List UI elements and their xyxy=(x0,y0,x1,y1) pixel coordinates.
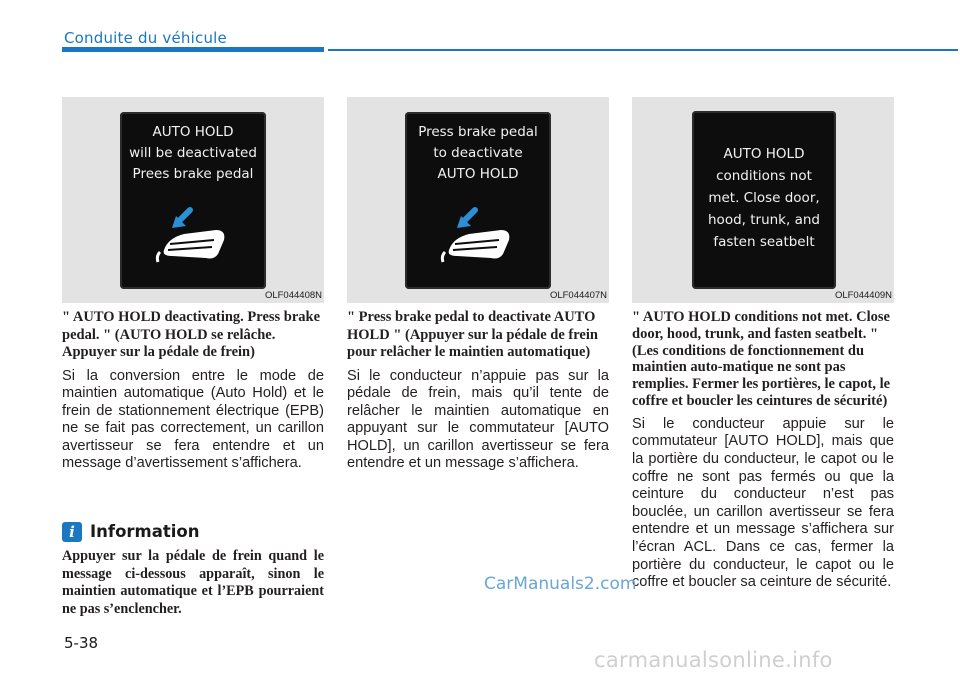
display-message: Press brake pedal to deactivate AUTO HOLD xyxy=(418,124,538,182)
info-icon: i xyxy=(62,522,82,542)
section-title: Conduite du véhicule xyxy=(64,29,227,47)
column-heading: " AUTO HOLD conditions not met. Close door, hood, trunk, and fasten seatbelt. " (Les conditions de fonctionnement du maintien auto-matique ne sont pas remplies. Fermer les portières, le capot, le coffre et boucler les ceintures de sécurité) xyxy=(632,309,891,409)
display-screen xyxy=(120,112,266,289)
column-body: Si la conversion entre le mode de maintien automatique (Auto Hold) et le frein de stationnement électrique (EPB) ne se fait pas correctement, un carillon avertisseur se fera entendre et un message d’avertissement s’affichera. xyxy=(62,367,324,472)
column-body: Si le conducteur appuie sur le commutateur [AUTO HOLD], mais que la portière du conducteur, le capot ou le coffre ne sont pas fermés ou que la ceinture du conducteur n’est pas bouclée, un carillon avertisseur se fera entendre et un message s’affichera sur l’écran ACL. Dans ce cas, fermer la portière du conducteur, le capot ou le coffre et boucler sa ceinture de sécurité. xyxy=(632,415,894,591)
brake-pedal-icon xyxy=(439,200,519,272)
column-3 xyxy=(632,309,894,592)
page-number: 5-38 xyxy=(64,634,99,652)
header-bar-thin xyxy=(328,49,958,51)
figure-auto-hold-conditions xyxy=(632,97,894,303)
display-screen xyxy=(405,112,551,289)
display-message: AUTO HOLD conditions not met. Close door, hood, trunk, and fasten seatbelt xyxy=(708,146,820,250)
figure-auto-hold-deactivating xyxy=(62,97,324,303)
watermark-carmanuals2[interactable]: CarManuals2.com xyxy=(484,574,637,594)
figure-code: OLF044407N xyxy=(549,290,607,301)
column-2 xyxy=(347,309,609,473)
information-text: Appuyer sur la pédale de frein quand le message ci-dessous apparaît, sinon le maintien automatique et l’EPB pourraient ne pas s’enclencher. xyxy=(62,548,324,617)
information-title: Information xyxy=(90,522,200,541)
header-bar-thick xyxy=(62,47,324,52)
column-heading: " Press brake pedal to deactivate AUTO HOLD " (Appuyer sur la pédale de frein pour relâcher le maintien automatique) xyxy=(347,309,598,360)
figure-code: OLF044409N xyxy=(834,290,892,301)
information-header xyxy=(62,522,324,544)
column-heading: " AUTO HOLD deactivating. Press brake pedal. " (AUTO HOLD se relâche. Appuyer sur la pédale de frein) xyxy=(62,309,321,360)
figure-code: OLF044408N xyxy=(264,290,322,301)
column-1 xyxy=(62,309,324,473)
figure-press-brake-pedal xyxy=(347,97,609,303)
watermark-carmanualsonline[interactable]: carmanualsonline.info xyxy=(594,648,833,672)
column-body: Si le conducteur n’appuie pas sur la pédale de frein, mais qu’il tente de relâcher le maintien automatique en appuyant sur le commutateur [AUTO HOLD], un carillon avertisseur se fera entendre et un message s’affichera. xyxy=(347,367,609,472)
brake-pedal-icon xyxy=(154,200,234,272)
display-screen xyxy=(692,111,836,289)
display-message: AUTO HOLD will be deactivated Prees brake pedal xyxy=(129,124,257,182)
